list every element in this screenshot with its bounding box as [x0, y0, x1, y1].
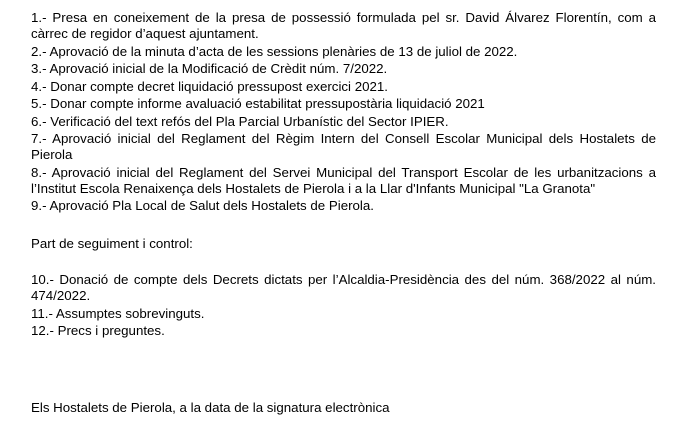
control-section-heading: Part de seguiment i control:: [31, 236, 193, 251]
agenda-item-3: 3.- Aprovació inicial de la Modificació de Crèdit núm. 7/2022.: [31, 61, 388, 76]
agenda-body: [31, 10, 656, 341]
agenda-item-9: 9.- Aprovació Pla Local de Salut dels Hostalets de Pierola.: [31, 198, 374, 213]
control-item-10: 10.- Donació de compte dels Decrets dictats per l’Alcaldia-Presidència des del núm. 368/2022 al núm. 474/2022.: [31, 272, 656, 303]
agenda-item-5: 5.- Donar compte informe avaluació estabilitat pressupostària liquidació 2021: [31, 96, 485, 111]
agenda-item-2: 2.- Aprovació de la minuta d’acta de les sessions plenàries de 13 de juliol de 2022.: [31, 43, 518, 59]
control-item-12: 12.- Precs i preguntes.: [31, 323, 165, 338]
agenda-item-7: 7.- Aprovació inicial del Reglament del Règim Intern del Consell Escolar Municipal dels Hostalets de Pierola: [31, 131, 656, 162]
agenda-item-8: 8.- Aprovació inicial del Reglament del Servei Municipal del Transport Escolar de les urbanitzacions a l’Institut Escola Renaixença dels Hostalets de Pierola i a la Llar d'Infants Municipal "La Granota": [31, 164, 656, 196]
agenda-item-1: 1.- Presa en coneixement de la presa de possessió formulada pel sr. David Álvarez Florentín, com a càrrec de regidor d’aquest ajuntament.: [31, 10, 656, 41]
agenda-item-4: 4.- Donar compte decret liquidació pressupost exercici 2021.: [31, 78, 388, 94]
agenda-item-6: 6.- Verificació del text refós del Pla Parcial Urbanístic del Sector IPIER.: [31, 113, 449, 129]
closing-signature-line: Els Hostalets de Pierola, a la data de la signatura electrònica: [31, 400, 390, 415]
control-item-11: 11.- Assumptes sobrevinguts.: [31, 305, 205, 321]
